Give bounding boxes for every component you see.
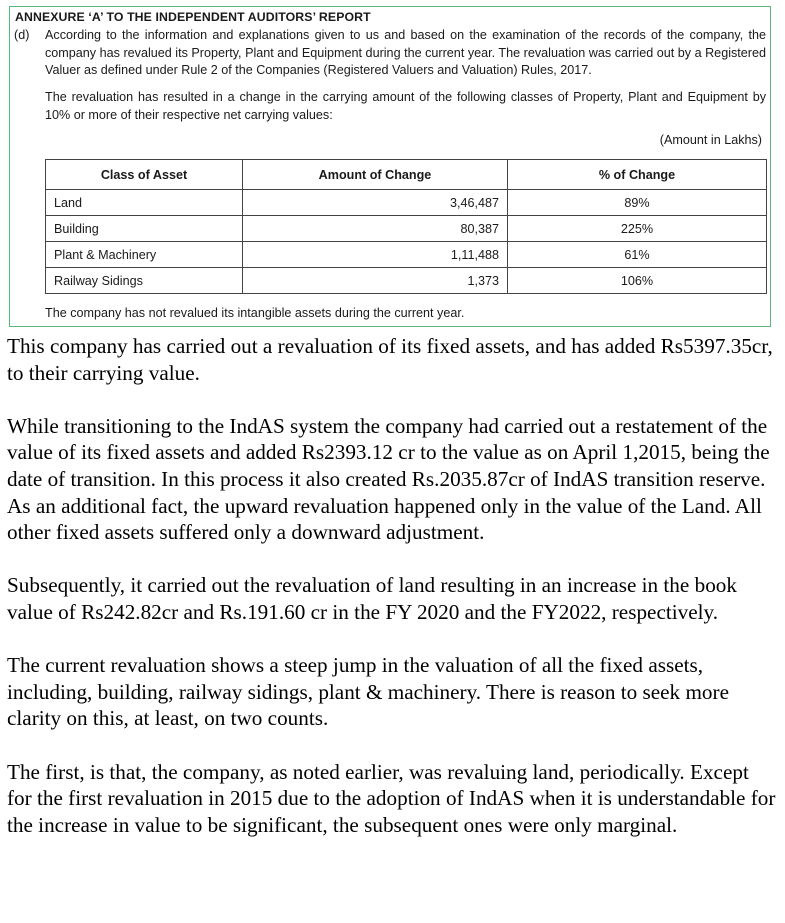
article-paragraph: This company has carried out a revaluation of its fixed assets, and has added Rs5397.35cr, to their carrying value. bbox=[7, 334, 773, 385]
article-body bbox=[7, 333, 777, 865]
auditor-report-excerpt bbox=[9, 6, 771, 327]
header-class-of-asset: Class of Asset bbox=[46, 160, 243, 190]
percent-cell: 89% bbox=[508, 190, 767, 216]
asset-cell: Plant & Machinery bbox=[46, 242, 243, 268]
percent-cell: 225% bbox=[508, 216, 767, 242]
clause-d bbox=[14, 27, 766, 80]
percent-cell: 61% bbox=[508, 242, 767, 268]
amount-cell: 3,46,487 bbox=[243, 190, 508, 216]
amount-cell: 1,373 bbox=[243, 268, 508, 294]
table-row bbox=[46, 190, 767, 216]
header-percent-of-change: % of Change bbox=[508, 160, 767, 190]
amount-cell: 80,387 bbox=[243, 216, 508, 242]
table-row bbox=[46, 216, 767, 242]
header-amount-of-change: Amount of Change bbox=[243, 160, 508, 190]
intangible-assets-note: The company has not revalued its intangible assets during the current year. bbox=[45, 306, 465, 320]
amount-unit-note: (Amount in Lakhs) bbox=[659, 133, 762, 147]
asset-cell: Land bbox=[46, 190, 243, 216]
article-paragraph: The first, is that, the company, as noted earlier, was revaluing land, periodically. Except for the first revaluation in 2015 due to the adoption of IndAS when it is understandable for the increase in value to be significant, the subsequent ones were only marginal. bbox=[7, 759, 776, 837]
amount-cell: 1,11,488 bbox=[243, 242, 508, 268]
asset-cell: Railway Sidings bbox=[46, 268, 243, 294]
report-title: ANNEXURE ‘A’ TO THE INDEPENDENT AUDITORS’ REPORT bbox=[15, 10, 371, 24]
clause-marker: (d) bbox=[14, 28, 30, 42]
percent-cell: 106% bbox=[508, 268, 767, 294]
article-paragraph: While transitioning to the IndAS system the company had carried out a restatement of the value of its fixed assets and added Rs2393.12 cr to the value as on April 1,2015, being the date of transition. In this process it also created Rs.2035.87cr of IndAS transition reserve. As an additional fact, the upward revaluation happened only in the value of the Land. All other fixed assets suffered only a downward adjustment. bbox=[7, 413, 770, 545]
clause-text: According to the information and explanations given to us and based on the examination of the records of the company, the company has revalued its Property, Plant and Equipment during the current year. The revaluation was carried out by a Registered Valuer as defined under Rule 2 of the Companies (Registered Valuers and Valuation) Rules, 2017. bbox=[45, 28, 766, 78]
revaluation-paragraph: The revaluation has resulted in a change in the carrying amount of the following classes of Property, Plant and Equipment by 10% or more of their respective net carrying values: bbox=[45, 90, 766, 122]
asset-cell: Building bbox=[46, 216, 243, 242]
table-row bbox=[46, 268, 767, 294]
table-header-row bbox=[46, 160, 767, 190]
article-paragraph: The current revaluation shows a steep jump in the valuation of all the fixed assets, including, building, railway sidings, plant & machinery. There is reason to seek more clarity on this, at least, on two counts. bbox=[7, 653, 729, 731]
article-paragraph: Subsequently, it carried out the revaluation of land resulting in an increase in the book value of Rs242.82cr and Rs.191.60 cr in the FY 2020 and the FY2022, respectively. bbox=[7, 573, 737, 624]
table-row bbox=[46, 242, 767, 268]
asset-revaluation-table bbox=[45, 159, 767, 294]
